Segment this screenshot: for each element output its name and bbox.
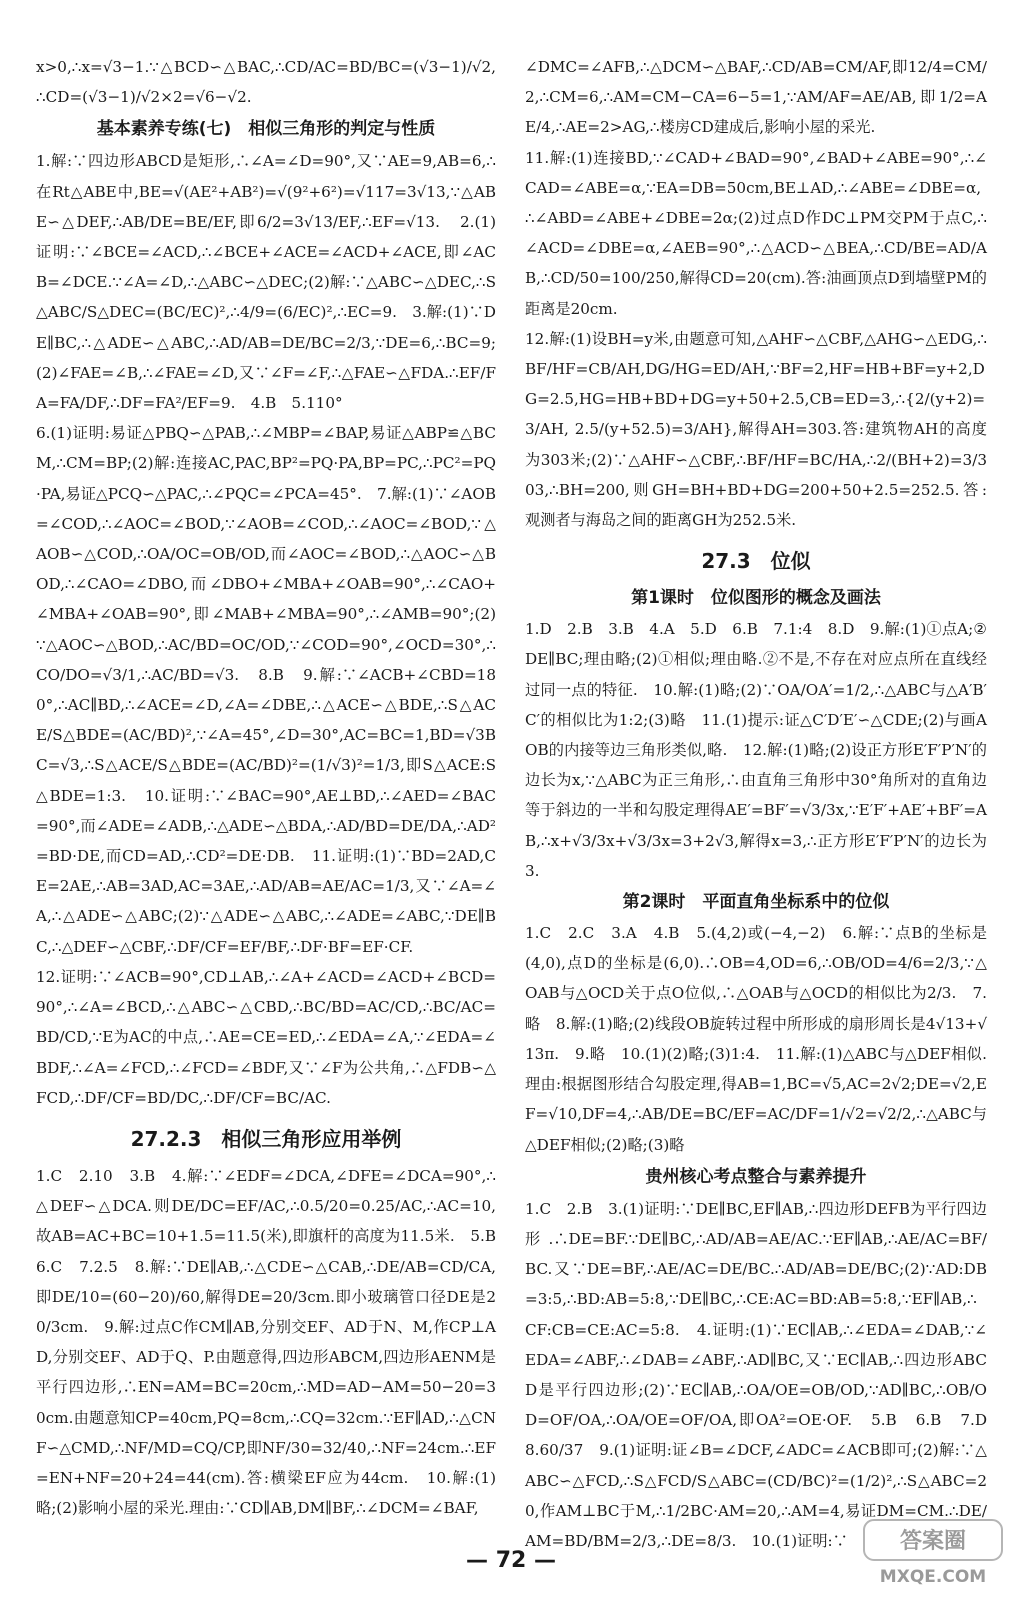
answer-paragraph: 12.解:(1)设BH=y米,由题意可知,△AHF∽△CBF,△AHG∽△EDG,∴BF/HF=CB/AH,DG/HG=ED/AH,∵BF=2,HF=HB+BF=y+2,DG=2.5,HG=HB+BD+DG=y+50+2.5,CB=ED=3,∴{2/(y+2)=3/AH, 2.5/(y+52.5)=3/AH},解得AH=303.答:建筑物AH的高度为303米;(2)∵△AHF∽△CBF,∴BF/HF=BC/HA,∴2/(BH+2)=3/303,∴BH=200,则GH=BH+BD+DG=200+50+2.5=252.5.答:观测者与海岛之间的距离GH为252.5米. [525, 329, 987, 530]
section-heading: 贵州核心考点整合与素养提升 [645, 1166, 867, 1187]
watermark-site: MXQE.COM [879, 1567, 987, 1587]
page-number: — 72 — [466, 1548, 556, 1573]
answer-paragraph: 1.D 2.B 3.B 4.A 5.D 6.B 7.1:4 8.D 9.解:(1)①点A;②DE∥BC;理由略;(2)①相似;理由略.②不是,不存在对应点所在直线经过同一点的特征. 10.解:(1)略;(2)∵OA/OA′=1/2,∴△ABC与△A′B′C′的相似比为1:2;(3)略 11.(1)提示:证△C′D′E′∽△CDE;(2)与画AOB的内接等边三角形类似,略. 12.解:(1)略;(2)设正方形E′F′P′N′的边长为x,∵△ABC为正三角形,∴由直角三角形中30°角所对的直角边等于斜边的一半和勾股定理得AE′=BF′=√3/3x,∵E′F′+AE′+BF′=AB,∴x+√3/3x+√3/3x=3+2√3,解得x=3,∴正方形E′F′P′N′的边长为3. [525, 620, 987, 880]
watermark-logo [858, 1516, 1008, 1590]
answer-paragraph: ∠DMC=∠AFB,∴△DCM∽△BAF,∴CD/AB=CM/AF,即12/4=CM/2,∴CM=6,∴AM=CM−CA=6−5=1,∵AM/AF=AE/AB,即1/2=AE/4,∴AE=2>AG,∴楼房CD建成后,影响小屋的采光. [525, 58, 987, 137]
left-column [36, 52, 512, 1523]
lesson-heading: 第2课时 平面直角坐标系中的位似 [622, 892, 890, 913]
section-heading: 基本素养专练(七) 相似三角形的判定与性质 [96, 119, 436, 140]
answer-paragraph: 1.C 2.B 3.(1)证明:∵DE∥BC,EF∥AB,∴四边形DEFB为平行四边形.∴DE=BF.∵DE∥BC,∴AD/AB=AE/AC.∵EF∥AB,∴AE/AC=BF/BC.又∵DE=BF,∴AE/AC=DE/BC.∴AD/AB=DE/BC;(2)∵AD:DB=3:5,∴BD:AB=5:8,∵DE∥BC,∴CE:AC=BD:AB=5:8,∵EF∥AB,∴CF:CB=CE:AC=5:8. 4.证明:(1)∵EC∥AB,∴∠EDA=∠DAB,∵∠EDA=∠ABF,∴∠DAB=∠ABF,∴AD∥BC,又∵EC∥AB,∴四边形ABCD是平行四边形;(2)∵EC∥AB,∴OA/OE=OB/OD,∵AD∥BC,∴OB/OD=OF/OA,∴OA/OE=OF/OA,即OA²=OE·OF. 5.B 6.B 7.D 8.60/37 9.(1)证明:证∠B=∠DCF,∠ADC=∠ACB即可;(2)解:∵△ABC∽△FCD,∴S△FCD/S△ABC=(CD/BC)²=(1/2)²,∴S△ABC=20,作AM⊥BC于M,∴1/2BC·AM=20,∴AM=4,易证DM=CM.∴DE/AM=BD/BM=2/3,∴DE=8/3. 10.(1)证明:∵ [525, 1199, 1003, 1550]
answer-paragraph: x>0,∴x=√3−1.∵△BCD∽△BAC,∴CD/AC=BD/BC=(√3−1)/√2,∴CD=(√3−1)/√2×2=√6−√2. [36, 58, 496, 107]
lesson-heading: 第1课时 位似图形的概念及画法 [631, 588, 881, 609]
watermark-logo-text: 答案圈 [899, 1529, 967, 1554]
answer-paragraph: 12.证明:∵∠ACB=90°,CD⊥AB,∴∠A+∠ACD=∠ACD+∠BCD=90°,∴∠A=∠BCD,∴△ABC∽△CBD,∴BC/BD=AC/CD,∴BC/AC=BD/CD,∵E为AC的中点,∴AE=CE=ED,∴∠EDA=∠A,∵∠EDA=∠BDF,∴∠A=∠FCD,∴∠FCD=∠BDF,又∵∠F为公共角,∴△FDB∽△FCD,∴DF/CF=BD/DC,∴DF/CF=BC/AC. [36, 967, 496, 1107]
answer-paragraph: 1.解:∵四边形ABCD是矩形,∴∠A=∠D=90°,又∵AE=9,AB=6,∴在Rt△ABE中,BE=√(AE²+AB²)=√(9²+6²)=√117=3√13,∵△ABE∽△DEF,∴AB/DE=BE/EF,即6/2=3√13/EF,∴EF=√13. 2.(1)证明:∵∠BCE=∠ACD,∴∠BCE+∠ACE=∠ACD+∠ACE,即∠ACB=∠DCE.∵∠A=∠D,∴△ABC∽△DEC;(2)解:∵△ABC∽△DEC,∴S△ABC/S△DEC=(BC/EC)²,∴4/9=(6/EC)²,∴EC=9. 3.解:(1)∵DE∥BC,∴△ADE∽△ABC,∴AD/AB=DE/BC=2/3,∵DE=6,∴BC=9;(2)∠FAE=∠B,∴∠FAE=∠D,又∵∠F=∠F,∴△FAE∽△FDA.∴EF/FA=FA/DF,∴DF=FA²/EF=9. 4.B 5.110° [36, 152, 496, 413]
right-column [525, 52, 1003, 1556]
section-heading: 27.3 位似 [701, 549, 811, 574]
answer-paragraph: 11.解:(1)连接BD,∵∠CAD+∠BAD=90°,∠BAD+∠ABE=90°,∴∠CAD=∠ABE=α,∵EA=DB=50cm,BE⊥AD,∴∠ABE=∠DBE=α,∴∠ABD=∠ABE+∠DBE=2α;(2)过点D作DC⊥PM交PM于点C,∴∠ACD=∠DBE=α,∠AEB=90°,∴△ACD∽△BEA,∴CD/BE=AD/AB,∴CD/50=100/250,解得CD=20(cm).答:油画顶点D到墙壁PM的距离是20cm. [525, 148, 987, 318]
section-heading: 27.2.3 相似三角形应用举例 [130, 1126, 402, 1151]
answer-paragraph: 1.C 2.C 3.A 4.B 5.(4,2)或(−4,−2) 6.解:∵点B的坐标是(4,0),点D的坐标是(6,0).∴OB=4,OD=6,∴OB/OD=4/6=2/3,∵△OAB与△OCD关于点O位似,∴△OAB与△OCD的相似比为2/3. 7.略 8.解:(1)略;(2)线段OB旋转过程中所形成的扇形周长是4√13+√13π. 9.略 10.(1)(2)略;(3)1:4. 11.解:(1)△ABC与△DEF相似.理由:根据图形结合勾股定理,得AB=1,BC=√5,AC=2√2;DE=√2,EF=√10,DF=4,∴AB/DE=BC/EF=AC/DF=1/√2=√2/2,∴△ABC与△DEF相似;(2)略;(3)略 [525, 924, 987, 1154]
answer-paragraph: 6.(1)证明:易证△PBQ∽△PAB,∴∠MBP=∠BAP,易证△ABP≌△BCM,∴CM=BP;(2)解:连接AC,PAC,BP²=PQ·PA,BP=PC,∴PC²=PQ·PA,易证△PCQ∽△PAC,∴∠PQC=∠PCA=45°. 7.解:(1)∵∠AOB=∠COD,∴∠AOC=∠BOD,∵∠AOB=∠COD,∴∠AOC=∠BOD,∵△AOB∽△COD,∴OA/OC=OB/OD,而∠AOC=∠BOD,∴△AOC∽△BOD,∴∠CAO=∠DBO,而∠DBO+∠MBA+∠OAB=90°,∴∠CAO+∠MBA+∠OAB=90°,即∠MAB+∠MBA=90°,∴∠AMB=90°;(2)∵△AOC∽△BOD,∴AC/BD=OC/OD,∵∠COD=90°,∠OCD=30°,∴CO/DO=√3/1,∴AC/BD=√3. 8.B 9.解:∵∠ACB+∠CBD=180°,∴AC∥BD,∴∠ACE=∠D,∠A=∠DBE,∴△ACE∽△BDE,∴S△ACE/S△BDE=(AC/BD)²,∵∠A=45°,∠D=30°,AC=BC=1,BD=√3BC=√3,∴S△ACE/S△BDE=(AC/BD)²=(1/√3)²=1/3,即S△ACE:S△BDE=1:3. 10.证明:∵∠BAC=90°,AE⊥BD,∴∠AED=∠BAC=90°,而∠ADE=∠ADB,∴△ADE∽△BDA,∴AD/BD=DE/DA,∴AD²=BD·DE,而CD=AD,∴CD²=DE·DB. 11.证明:(1)∵BD=2AD,CE=2AE,∴AB=3AD,AC=3AE,∴AD/AB=AE/AC=1/3,又∵∠A=∠A,∴△ADE∽△ABC;(2)∵△ADE∽△ABC,∴∠ADE=∠ABC,∵DE∥BC,∴△DEF∽△CBF,∴DF/CF=EF/BF,∴DF·BF=EF·CF. [36, 424, 496, 956]
answer-paragraph: 1.C 2.10 3.B 4.解:∵∠EDF=∠DCA,∠DFE=∠DCA=90°,∴△DEF∽△DCA.则DE/DC=EF/AC,∴0.5/20=0.25/AC,∴AC=10,故AB=AC+BC=10+1.5=11.5(米),即旗杆的高度为11.5米. 5.B 6.C 7.2.5 8.解:∵DE∥AB,∴△CDE∽△CAB,∴DE/AB=CD/CA,即DE/10=(60−20)/60,解得DE=20/3cm.即小玻璃管口径DE是20/3cm. 9.解:过点C作CM∥AB,分别交EF、AD于N、M,作CP⊥AD,分别交EF、AD于Q、P.由题意得,四边形ABCM,四边形AENM是平行四边形,∴EN=AM=BC=20cm,∴MD=AD−AM=50−20=30cm.由题意知CP=40cm,PQ=8cm,∴CQ=32cm.∵EF∥AD,∴△CNF∽△CMD,∴NF/MD=CQ/CP,即NF/30=32/40,∴NF=24cm.∴EF=EN+NF=20+24=44(cm).答:横梁EF应为44cm. 10.解:(1)略;(2)影响小屋的采光.理由:∵CD∥AB,DM∥BF,∴∠DCM=∠BAF, [36, 1166, 512, 1518]
